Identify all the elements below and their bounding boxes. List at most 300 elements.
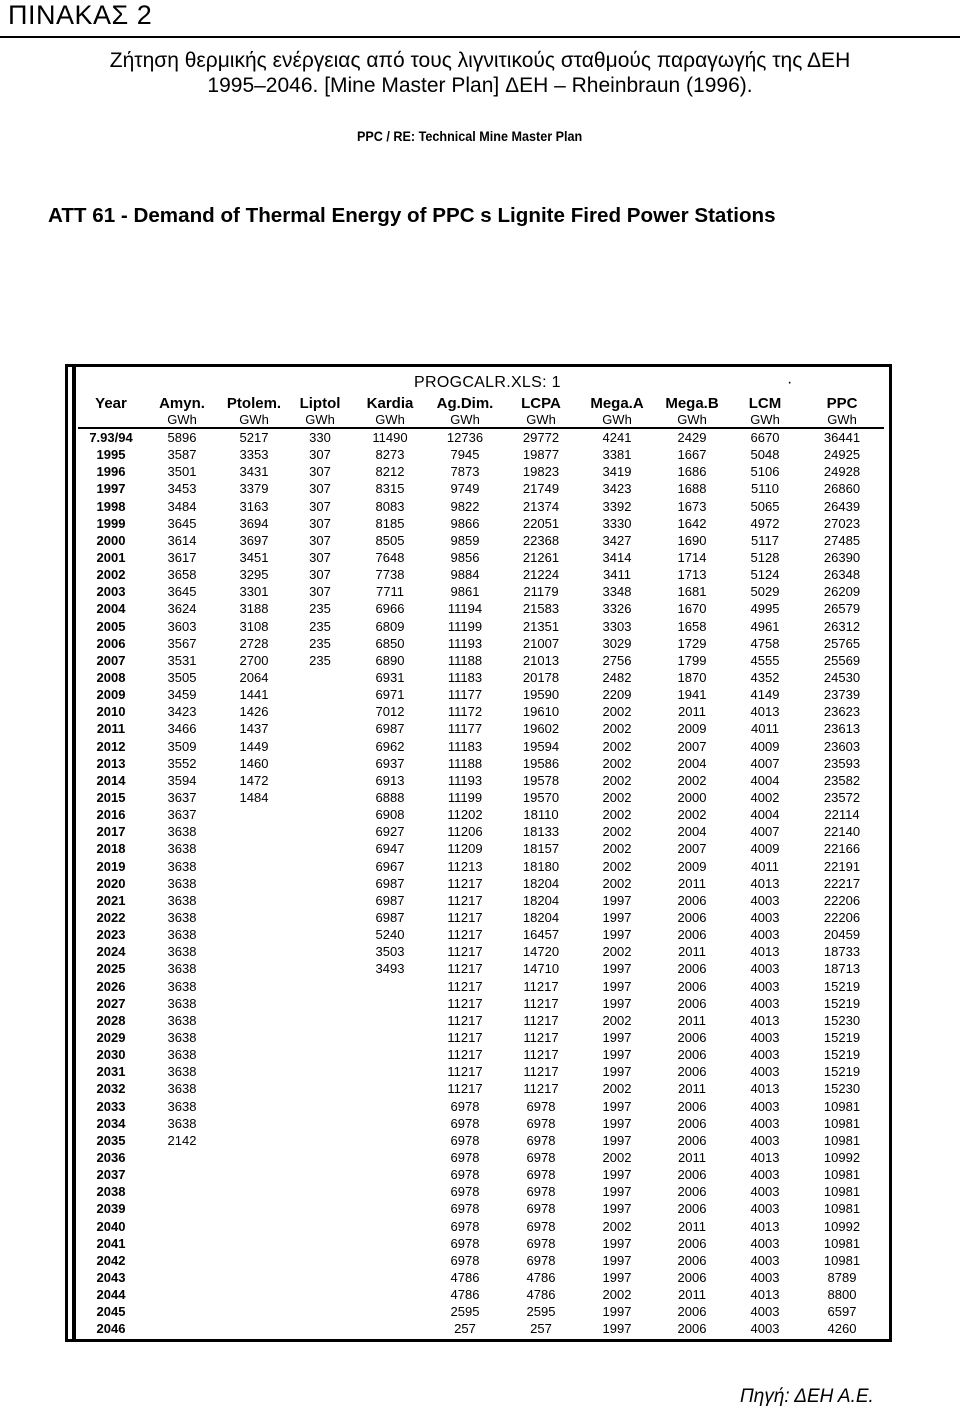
value-cell: 5029: [750, 584, 780, 600]
year-cell: 2042: [96, 1252, 126, 1268]
value-cell: 3531: [167, 652, 197, 668]
value-cell: 11199: [447, 618, 483, 634]
value-cell: [352, 1183, 428, 1200]
value-cell: 2728: [239, 635, 269, 651]
unit-header: GWh: [220, 412, 288, 428]
value-cell: [288, 1200, 352, 1217]
year-cell: 2007: [96, 652, 126, 668]
year-cell: 2003: [96, 584, 126, 600]
value-cell: 6978: [526, 1218, 556, 1234]
value-cell: 2006: [677, 1115, 707, 1131]
value-cell: 3484: [167, 498, 197, 514]
value-cell: 21179: [523, 584, 559, 600]
value-cell: [220, 1183, 288, 1200]
value-cell: 1681: [677, 584, 707, 600]
value-cell: [220, 875, 288, 892]
year-cell: 2029: [96, 1029, 126, 1045]
value-cell: 4003: [750, 1029, 780, 1045]
value-cell: 8315: [375, 481, 405, 497]
value-cell: 1997: [602, 1029, 632, 1045]
table-unit-row: [78, 412, 884, 428]
year-cell: 2005: [96, 618, 126, 634]
table-row: [78, 1235, 884, 1252]
table-row: [78, 1217, 884, 1234]
value-cell: [288, 738, 352, 755]
value-cell: 1997: [602, 1321, 632, 1337]
value-cell: [288, 858, 352, 875]
value-cell: [144, 1166, 220, 1183]
value-cell: 3638: [167, 1029, 197, 1045]
unit-header: GWh: [428, 412, 502, 428]
value-cell: [288, 1115, 352, 1132]
value-cell: 3466: [167, 721, 197, 737]
value-cell: 6962: [375, 738, 405, 754]
value-cell: 10981: [823, 1252, 861, 1268]
value-cell: [220, 1252, 288, 1269]
value-cell: 23582: [823, 772, 861, 788]
table-row: [78, 960, 884, 977]
value-cell: [352, 1303, 428, 1320]
value-cell: 9749: [450, 481, 480, 497]
value-cell: 8185: [375, 515, 405, 531]
value-cell: 1713: [677, 567, 707, 583]
value-cell: 2011: [678, 1218, 706, 1234]
value-cell: 21261: [522, 550, 560, 566]
year-cell: 2036: [96, 1149, 126, 1165]
value-cell: 24530: [823, 670, 861, 686]
table-row: [78, 635, 884, 652]
value-cell: 4003: [750, 1201, 780, 1217]
value-cell: 2756: [602, 652, 632, 668]
value-cell: [288, 806, 352, 823]
value-cell: [220, 1149, 288, 1166]
value-cell: 307: [309, 515, 331, 531]
value-cell: 20459: [823, 927, 861, 943]
value-cell: 4003: [750, 1047, 780, 1063]
value-cell: 4004: [750, 772, 780, 788]
table-row: [78, 703, 884, 720]
table-row: [78, 498, 884, 515]
value-cell: 330: [309, 430, 331, 446]
year-cell: 2046: [96, 1321, 126, 1337]
year-cell: 7.93/94: [89, 430, 133, 446]
value-cell: 4009: [750, 841, 780, 857]
table-row: [78, 1252, 884, 1269]
caption-line-2: 1995–2046. [Mine Master Plan] ΔΕΗ – Rheinbraun (1996).: [207, 74, 753, 97]
year-cell: 2032: [96, 1081, 126, 1097]
value-cell: 11209: [447, 841, 483, 857]
value-cell: 2006: [677, 1201, 707, 1217]
value-cell: [288, 1235, 352, 1252]
table-row: [78, 428, 884, 446]
value-cell: 20178: [522, 670, 560, 686]
value-cell: 4002: [750, 790, 780, 806]
value-cell: 15230: [823, 1012, 861, 1028]
unit-header: GWh: [144, 412, 220, 428]
table-row: [78, 1029, 884, 1046]
value-cell: 6978: [450, 1252, 480, 1268]
table-row: [78, 858, 884, 875]
value-cell: 21224: [522, 567, 560, 583]
source-note: Πηγή: ΔΕΗ Α.Ε.: [740, 1386, 874, 1407]
year-cell: 2035: [96, 1132, 126, 1148]
value-cell: 22051: [522, 515, 560, 531]
value-cell: 5217: [239, 430, 269, 446]
value-cell: 10981: [823, 1132, 861, 1148]
value-cell: 18733: [823, 944, 861, 960]
value-cell: 10981: [823, 1235, 861, 1251]
value-cell: 25765: [823, 635, 861, 651]
value-cell: 11217: [447, 1012, 483, 1028]
value-cell: 1997: [602, 1132, 632, 1148]
value-cell: 3379: [239, 481, 269, 497]
value-cell: 2006: [677, 1235, 707, 1251]
value-cell: [288, 1132, 352, 1149]
value-cell: 3638: [167, 858, 197, 874]
year-cell: 2023: [96, 927, 126, 943]
table-label: ΠΙΝΑΚΑΣ 2: [8, 0, 153, 30]
value-cell: 2002: [677, 772, 707, 788]
value-cell: 2002: [602, 704, 632, 720]
value-cell: 4786: [450, 1287, 480, 1303]
year-cell: 2013: [96, 755, 126, 771]
value-cell: 2011: [678, 944, 706, 960]
value-cell: 16457: [522, 927, 560, 943]
value-cell: 18133: [522, 824, 560, 840]
value-cell: [288, 892, 352, 909]
value-cell: 3637: [167, 807, 197, 823]
value-cell: 11199: [447, 790, 483, 806]
value-cell: [220, 978, 288, 995]
value-cell: 4003: [750, 1064, 780, 1080]
year-cell: 1995: [96, 447, 126, 463]
value-cell: 4961: [750, 618, 780, 634]
value-cell: [220, 1063, 288, 1080]
value-cell: 10981: [823, 1115, 861, 1131]
value-cell: 29772: [522, 430, 560, 446]
value-cell: 11177: [447, 687, 483, 703]
value-cell: 3638: [167, 841, 197, 857]
value-cell: 7648: [375, 550, 405, 566]
value-cell: 26209: [823, 584, 861, 600]
value-cell: 6809: [375, 618, 405, 634]
value-cell: 3501: [167, 464, 197, 480]
value-cell: [220, 1115, 288, 1132]
value-cell: 6888: [375, 790, 405, 806]
value-cell: 6978: [526, 1132, 556, 1148]
file-dot: ·: [787, 374, 793, 391]
value-cell: [352, 1080, 428, 1097]
value-cell: 1997: [602, 1269, 632, 1285]
year-cell: 1997: [96, 481, 126, 497]
value-cell: 1997: [602, 995, 632, 1011]
value-cell: 307: [309, 584, 331, 600]
value-cell: [352, 1217, 428, 1234]
value-cell: 1472: [239, 772, 269, 788]
value-cell: 4003: [750, 961, 780, 977]
value-cell: 6978: [450, 1184, 480, 1200]
value-cell: 1667: [677, 447, 707, 463]
table-row: [78, 549, 884, 566]
value-cell: 4013: [750, 704, 780, 720]
value-cell: 4013: [750, 1218, 780, 1234]
value-cell: 3638: [167, 1064, 197, 1080]
value-cell: 2007: [677, 738, 707, 754]
value-cell: [288, 755, 352, 772]
year-cell: 2001: [96, 550, 126, 566]
table-row: [78, 463, 884, 480]
value-cell: [288, 1166, 352, 1183]
value-cell: 18204: [522, 910, 560, 925]
table-row: [78, 618, 884, 635]
table-row: [78, 995, 884, 1012]
year-cell: 2034: [96, 1115, 126, 1131]
value-cell: 9859: [450, 532, 480, 548]
value-cell: 7873: [450, 464, 480, 480]
value-cell: 22206: [823, 910, 861, 925]
table-row: [78, 1200, 884, 1217]
value-cell: 4003: [750, 927, 780, 943]
value-cell: 2142: [167, 1132, 197, 1148]
value-cell: 22114: [824, 807, 860, 823]
value-cell: [220, 960, 288, 977]
unit-header: GWh: [580, 412, 654, 428]
value-cell: 2004: [677, 824, 707, 840]
unit-header: GWh: [654, 412, 730, 428]
column-header: Amyn.: [159, 395, 205, 412]
value-cell: 2006: [677, 910, 707, 925]
year-cell: 2040: [96, 1218, 126, 1234]
value-cell: 3509: [167, 738, 197, 754]
value-cell: [288, 995, 352, 1012]
year-cell: 2015: [96, 790, 126, 806]
column-header: Kardia: [366, 395, 414, 412]
value-cell: 4003: [750, 1132, 780, 1148]
value-cell: 23572: [823, 790, 861, 806]
unit-header: GWh: [288, 412, 352, 428]
value-cell: 1658: [677, 618, 707, 634]
table-caption: [0, 48, 960, 98]
value-cell: 22140: [823, 824, 861, 840]
year-cell: 2030: [96, 1047, 126, 1063]
value-cell: [288, 840, 352, 857]
value-cell: 3326: [602, 601, 632, 617]
value-cell: 3427: [602, 532, 632, 548]
value-cell: [220, 909, 288, 926]
value-cell: 3108: [239, 618, 269, 634]
value-cell: [144, 1269, 220, 1286]
value-cell: 1714: [677, 550, 707, 566]
value-cell: 3163: [239, 498, 269, 514]
value-cell: 3423: [602, 481, 632, 497]
value-cell: 36441: [823, 430, 861, 446]
value-cell: 1997: [602, 1064, 632, 1080]
table-row: [78, 1012, 884, 1029]
demand-table: [78, 396, 884, 1337]
value-cell: 2002: [602, 841, 632, 857]
document-header: PPC / RE: Technical Mine Master Plan: [357, 128, 583, 144]
value-cell: 1997: [602, 927, 632, 943]
value-cell: 11217: [447, 892, 483, 908]
value-cell: 11188: [447, 652, 483, 668]
value-cell: 4003: [750, 892, 780, 908]
value-cell: 5048: [750, 447, 780, 463]
year-cell: 2039: [96, 1201, 126, 1217]
value-cell: 2007: [677, 841, 707, 857]
value-cell: [220, 1046, 288, 1063]
value-cell: 6987: [375, 910, 405, 925]
value-cell: 4995: [750, 601, 780, 617]
value-cell: 2009: [677, 858, 707, 874]
value-cell: 3505: [167, 670, 197, 686]
value-cell: 24925: [823, 447, 861, 463]
value-cell: [288, 1149, 352, 1166]
value-cell: 18110: [523, 807, 559, 823]
year-cell: 2037: [96, 1167, 126, 1183]
value-cell: 2002: [602, 772, 632, 788]
value-cell: 7945: [450, 447, 480, 463]
value-cell: 6978: [450, 1201, 480, 1217]
value-cell: 4260: [827, 1321, 857, 1337]
value-cell: 11490: [372, 430, 408, 446]
value-cell: 2002: [602, 824, 632, 840]
value-cell: [288, 1063, 352, 1080]
value-cell: 26390: [823, 550, 861, 566]
table-row: [78, 686, 884, 703]
year-cell: 2020: [96, 875, 126, 891]
value-cell: [288, 1029, 352, 1046]
value-cell: 11217: [523, 1064, 559, 1080]
value-cell: 4013: [750, 944, 780, 960]
value-cell: 4003: [750, 910, 780, 925]
value-cell: [352, 1286, 428, 1303]
value-cell: 2006: [677, 1167, 707, 1183]
value-cell: [220, 1303, 288, 1320]
table-row: [78, 789, 884, 806]
value-cell: 6978: [526, 1167, 556, 1183]
year-cell: 2045: [96, 1304, 126, 1320]
value-cell: 2002: [602, 1149, 632, 1165]
value-cell: 307: [309, 447, 331, 463]
value-cell: 23623: [823, 704, 861, 720]
value-cell: 3451: [239, 550, 269, 566]
value-cell: 3638: [167, 1081, 197, 1097]
value-cell: 4003: [750, 1321, 780, 1337]
caption-line-1: Ζήτηση θερμικής ενέργειας από τους λιγνιτικούς σταθμούς παραγωγής της ΔΕΗ: [109, 49, 851, 72]
value-cell: [220, 1269, 288, 1286]
value-cell: 10992: [823, 1149, 861, 1165]
value-cell: 1437: [239, 721, 269, 737]
value-cell: 1997: [602, 1115, 632, 1131]
value-cell: 3587: [167, 447, 197, 463]
value-cell: 9861: [450, 584, 480, 600]
value-cell: 21013: [522, 652, 560, 668]
value-cell: 1642: [677, 515, 707, 531]
value-cell: 15219: [823, 995, 861, 1011]
value-cell: 3638: [167, 927, 197, 943]
value-cell: 1997: [602, 1201, 632, 1217]
column-header: LCPA: [521, 395, 561, 412]
value-cell: 4003: [750, 995, 780, 1011]
value-cell: 1941: [677, 687, 707, 703]
value-cell: 8789: [827, 1269, 857, 1285]
value-cell: 2595: [450, 1304, 480, 1320]
year-cell: 2025: [96, 961, 126, 977]
value-cell: 11217: [447, 944, 483, 960]
value-cell: 15230: [823, 1081, 861, 1097]
year-cell: 2006: [96, 635, 126, 651]
value-cell: 3567: [167, 635, 197, 651]
value-cell: 25569: [823, 652, 861, 668]
value-cell: 2002: [602, 790, 632, 806]
value-cell: [352, 1132, 428, 1149]
value-cell: 2006: [677, 1098, 707, 1114]
value-cell: [220, 806, 288, 823]
value-cell: [220, 1097, 288, 1114]
value-cell: [144, 1149, 220, 1166]
year-cell: 2011: [96, 721, 126, 737]
year-cell: 2002: [96, 567, 126, 583]
table-row: [78, 755, 884, 772]
value-cell: 6978: [526, 1235, 556, 1251]
year-cell: 2009: [96, 687, 126, 703]
value-cell: 27485: [823, 532, 861, 548]
table-row: [78, 772, 884, 789]
value-cell: 19586: [522, 755, 560, 771]
value-cell: 6978: [526, 1184, 556, 1200]
column-header: Ag.Dim.: [436, 395, 494, 412]
value-cell: 2002: [602, 755, 632, 771]
value-cell: [352, 978, 428, 995]
value-cell: 2004: [677, 755, 707, 771]
year-cell: 2014: [96, 772, 126, 788]
value-cell: 3645: [167, 584, 197, 600]
value-cell: 21374: [522, 498, 560, 514]
value-cell: 2011: [678, 1149, 706, 1165]
value-cell: [288, 1080, 352, 1097]
value-cell: 14720: [522, 944, 560, 960]
value-cell: [220, 858, 288, 875]
value-cell: 9822: [450, 498, 480, 514]
value-cell: 2011: [678, 1081, 706, 1097]
value-cell: 7711: [376, 584, 404, 600]
value-cell: 6913: [375, 772, 405, 788]
year-cell: 2028: [96, 1012, 126, 1028]
value-cell: 2002: [602, 1081, 632, 1097]
value-cell: 1484: [239, 790, 269, 806]
value-cell: 11172: [447, 704, 483, 720]
value-cell: 10981: [823, 1167, 861, 1183]
value-cell: 7738: [375, 567, 405, 583]
value-cell: [352, 1063, 428, 1080]
value-cell: 9866: [450, 515, 480, 531]
value-cell: 5128: [750, 550, 780, 566]
table-row: [78, 840, 884, 857]
year-cell: 2022: [96, 910, 126, 925]
table-row: [78, 1286, 884, 1303]
value-cell: 23603: [823, 738, 861, 754]
table-row: [78, 1166, 884, 1183]
table-header-row: [78, 396, 884, 412]
value-cell: [288, 960, 352, 977]
value-cell: 14710: [522, 961, 560, 977]
value-cell: 19570: [522, 790, 560, 806]
value-cell: 3638: [167, 1098, 197, 1114]
value-cell: [144, 1303, 220, 1320]
value-cell: [288, 686, 352, 703]
value-cell: 1799: [677, 652, 707, 668]
value-cell: [288, 926, 352, 943]
